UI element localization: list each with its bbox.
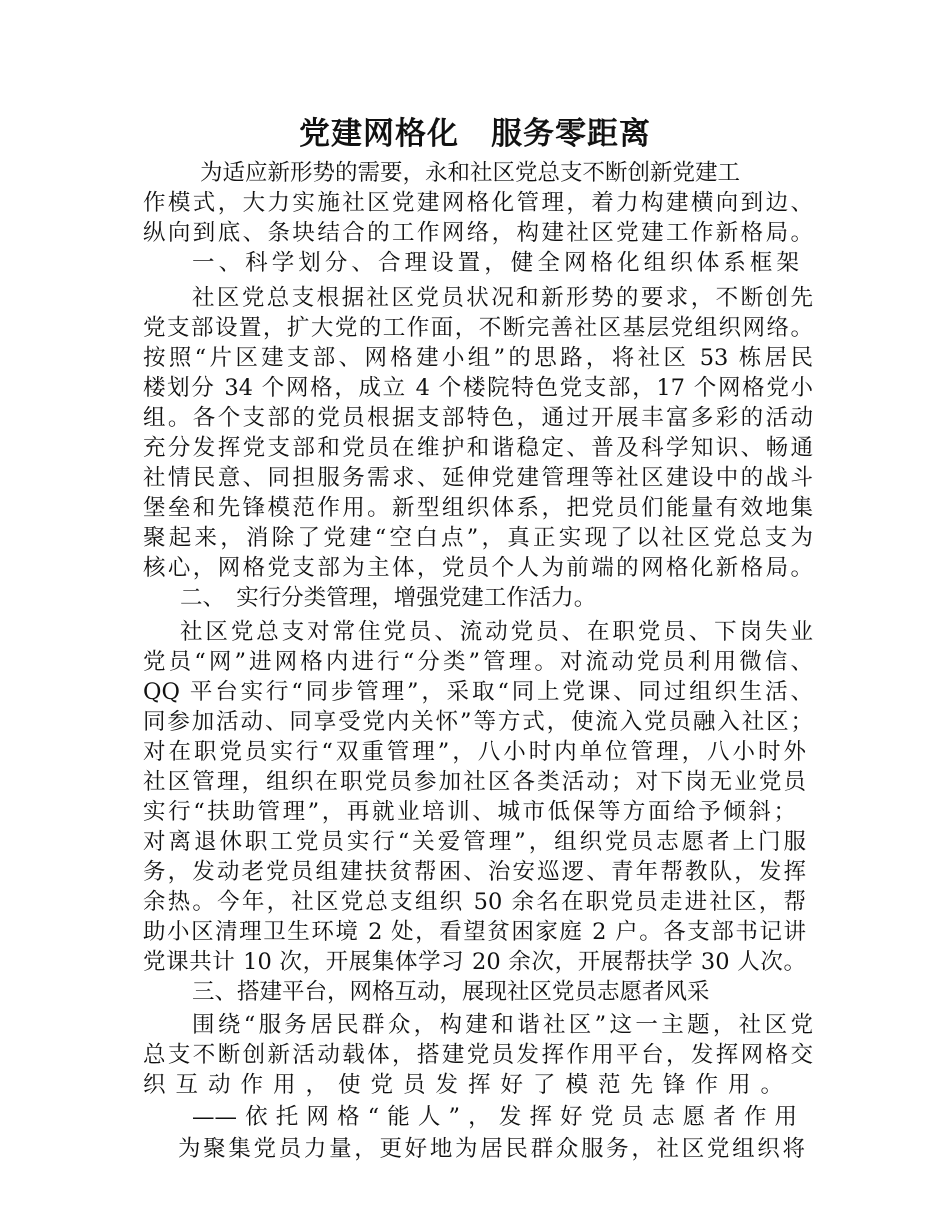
paragraph-line: 楼划分 34 个网格，成立 4 个楼院特色党支部，17 个网格党小 bbox=[143, 375, 813, 401]
paragraph-line: 充分发挥党支部和党员在维护和谐稳定、普及科学知识、畅通 bbox=[143, 435, 813, 461]
paragraph-line: 组。各个支部的党员根据支部特色，通过开展丰富多彩的活动 bbox=[143, 405, 813, 431]
paragraph-line: 务，发动老党员组建扶贫帮困、治安巡逻、青年帮教队，发挥 bbox=[143, 859, 806, 885]
section-heading: 三、搭建平台，网格互动，展现社区党员志愿者风采 bbox=[192, 979, 710, 1005]
paragraph-line: 党支部设置，扩大党的工作面，不断完善社区基层党组织网络。 bbox=[143, 315, 813, 341]
paragraph-line: 按照“片区建支部、网格建小组”的思路，将社区 53 栋居民 bbox=[143, 345, 813, 371]
paragraph-line: 总支不断创新活动载体，搭建党员发挥作用平台，发挥网格交 bbox=[143, 1042, 813, 1068]
paragraph-line: 为聚集党员力量，更好地为居民群众服务，社区党组织将 bbox=[178, 1136, 805, 1162]
section-heading: 二、 实行分类管理，增强党建工作活力。 bbox=[180, 585, 597, 611]
paragraph-line: 对在职党员实行“双重管理”，八小时内单位管理，八小时外 bbox=[143, 739, 806, 765]
paragraph-line: 对离退休职工党员实行“关爱管理”，组织党员志愿者上门服 bbox=[143, 829, 806, 855]
paragraph-line: 同参加活动、同享受党内关怀”等方式，使流入党员融入社区； bbox=[143, 709, 813, 735]
paragraph-line: 党课共计 10 次，开展集体学习 20 余次，开展帮扶学 30 人次。 bbox=[143, 949, 806, 975]
paragraph-line: 作模式，大力实施社区党建网格化管理，着力构建横向到边、 bbox=[143, 190, 813, 216]
paragraph-line: 实行“扶助管理”，再就业培训、城市低保等方面给予倾斜； bbox=[143, 799, 796, 825]
paragraph-line: 社区党总支对常住党员、流动党员、在职党员、下岗失业 bbox=[180, 619, 813, 645]
paragraph-line: 织互动作用，使党员发挥好了模范先锋作用。 bbox=[143, 1072, 783, 1098]
paragraph-line: 堡垒和先锋模范作用。新型组织体系，把党员们能量有效地集 bbox=[143, 495, 813, 521]
paragraph-line: 社区管理，组织在职党员参加社区各类活动；对下岗无业党员 bbox=[143, 769, 806, 795]
paragraph-line: 纵向到底、条块结合的工作网络，构建社区党建工作新格局。 bbox=[143, 220, 813, 246]
section-heading: ——依托网格“能人”，发挥好党员志愿者作用 bbox=[192, 1104, 797, 1130]
paragraph-line: 聚起来，消除了党建“空白点”，真正实现了以社区党总支为 bbox=[143, 525, 813, 551]
paragraph-line: 余热。今年，社区党总支组织 50 余名在职党员走进社区，帮 bbox=[143, 889, 806, 915]
section-heading: 一、科学划分、合理设置，健全网格化组织体系框架 bbox=[192, 250, 800, 276]
paragraph-line: 党员“网”进网格内进行“分类”管理。对流动党员利用微信、 bbox=[143, 649, 813, 675]
paragraph-line: 为适应新形势的需要，永和社区党总支不断创新党建工 bbox=[200, 160, 741, 186]
paragraph-line: 围绕“服务居民群众，构建和谐社区”这一主题，社区党 bbox=[192, 1012, 813, 1038]
paragraph-line: 助小区清理卫生环境 2 处，看望贫困家庭 2 户。各支部书记讲 bbox=[143, 919, 806, 945]
document-title: 党建网格化 服务零距离 bbox=[299, 116, 651, 152]
paragraph-line: 核心，网格党支部为主体，党员个人为前端的网格化新格局。 bbox=[143, 555, 813, 581]
paragraph-line: 社区党总支根据社区党员状况和新形势的要求，不断创先 bbox=[192, 285, 813, 311]
paragraph-line: QQ 平台实行“同步管理”，采取“同上党课、同过组织生活、 bbox=[143, 679, 813, 705]
paragraph-line: 社情民意、同担服务需求、延伸党建管理等社区建设中的战斗 bbox=[143, 465, 813, 491]
